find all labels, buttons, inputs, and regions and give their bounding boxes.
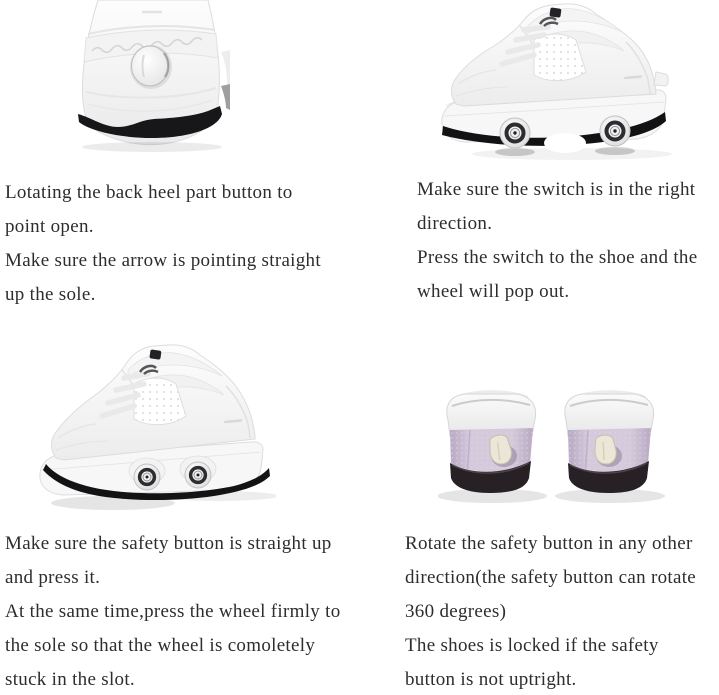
caption-line: wheel will pop out. bbox=[417, 281, 570, 302]
tongue-label bbox=[149, 349, 161, 359]
caption-line: Make sure the arrow is pointing straight bbox=[5, 250, 321, 271]
tongue-label bbox=[549, 7, 561, 17]
rear-wheel bbox=[600, 116, 630, 146]
caption-step-4 bbox=[405, 527, 696, 695]
wheel-arch bbox=[544, 133, 586, 153]
caption-step-2 bbox=[417, 173, 697, 309]
shoe-wheels-out-image bbox=[432, 0, 680, 164]
caption-line: the sole so that the wheel is comoletely bbox=[5, 635, 316, 656]
caption-line: Rotate the safety button in any other bbox=[405, 533, 693, 554]
caption-line: Lotating the back heel part button to bbox=[5, 182, 293, 203]
two-heels-rear-image bbox=[438, 380, 674, 522]
front-wheel bbox=[500, 118, 530, 148]
front-wheel bbox=[134, 464, 160, 490]
shoe-wheels-tucked-image bbox=[28, 340, 276, 526]
caption-line: and press it. bbox=[5, 567, 101, 588]
heel-button-closeup-image bbox=[72, 0, 230, 170]
caption-step-3 bbox=[5, 527, 341, 695]
caption-line: At the same time,press the wheel firmly to bbox=[5, 601, 341, 622]
caption-line: direction(the safety button can rotate bbox=[405, 567, 697, 588]
shoe-upper bbox=[452, 4, 669, 106]
caption-line: 360 degrees) bbox=[405, 601, 507, 622]
caption-line: button is not uptright. bbox=[405, 669, 577, 690]
photo-two-heels-rear bbox=[438, 380, 674, 522]
heel-tab bbox=[654, 72, 668, 86]
caption-line: Make sure the switch is in the right bbox=[417, 179, 696, 200]
photo-shoe-wheels-tucked bbox=[28, 340, 276, 526]
caption-line: The shoes is locked if the safety bbox=[405, 635, 659, 656]
photo-shoe-wheels-out bbox=[432, 0, 680, 164]
caption-line: stuck in the slot. bbox=[5, 669, 135, 690]
right-heel bbox=[565, 390, 654, 493]
rear-wheel bbox=[185, 462, 211, 488]
heel-release-button bbox=[130, 45, 172, 89]
photo-heel-button-closeup bbox=[72, 0, 230, 170]
caption-step-1 bbox=[5, 176, 321, 312]
adjacent-shoe-edge bbox=[221, 50, 230, 110]
caption-line: up the sole. bbox=[5, 284, 96, 305]
caption-line: Make sure the safety button is straight up bbox=[5, 533, 332, 554]
shoe-upper bbox=[52, 345, 256, 460]
caption-line: point open. bbox=[5, 216, 94, 237]
ground-shadow bbox=[82, 142, 222, 152]
caption-line: Press the switch to the shoe and the bbox=[417, 247, 698, 268]
left-heel bbox=[447, 390, 536, 493]
caption-line: direction. bbox=[417, 213, 493, 234]
